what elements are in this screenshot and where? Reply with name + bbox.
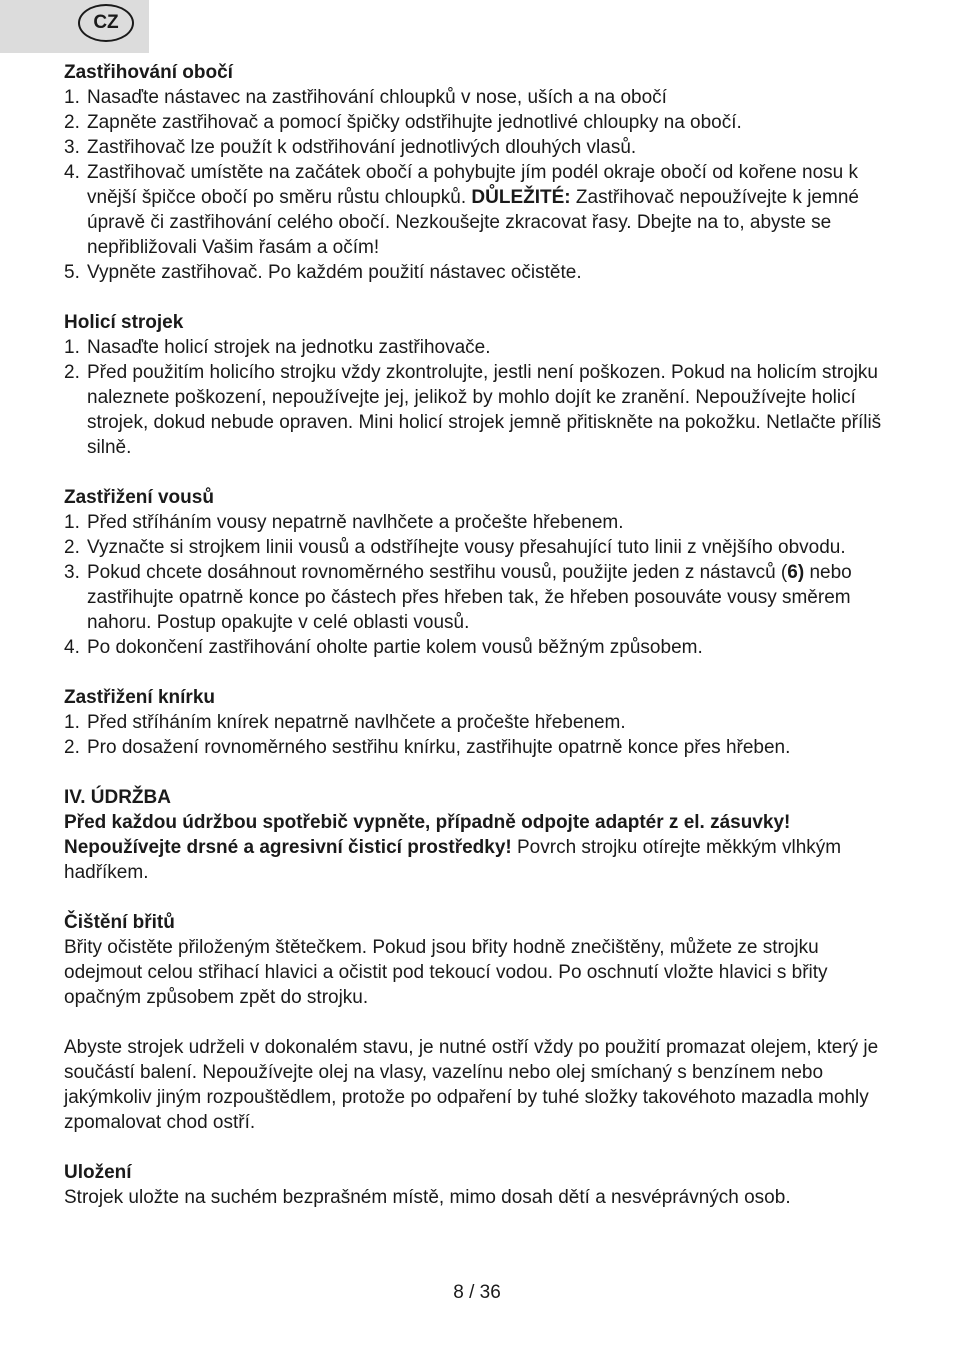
page-content bbox=[64, 60, 894, 1235]
step-number: 1. bbox=[64, 337, 80, 358]
paragraph-text: Povrch strojku otírejte měkkým vlhkým hadříkem. bbox=[64, 837, 842, 883]
section-heading: Čištění břitů bbox=[64, 912, 175, 933]
list-item bbox=[64, 135, 894, 160]
step-number: 1. bbox=[64, 512, 80, 533]
maintenance-paragraph bbox=[64, 835, 894, 885]
list-item bbox=[64, 710, 894, 735]
paragraph-text: Břity očistěte přiloženým štětečkem. Pokud jsou břity hodně znečištěny, můžete ze strojku odejmout celou střihací hlavici a očistit pod tekoucí vodou. Po oschnutí vložte hlavici s břity opačným způsobem zpět do strojku. bbox=[64, 937, 828, 1008]
step-text: Pokud chcete dosáhnout rovnoměrného sestřihu vousů, použijte jeden z nástavců ( bbox=[87, 562, 788, 583]
step-number: 1. bbox=[64, 712, 80, 733]
section-mustache-trimming bbox=[64, 685, 894, 760]
maintenance-warning bbox=[64, 810, 894, 835]
step-list bbox=[64, 335, 894, 460]
section-heading: Zastřižení vousů bbox=[64, 487, 214, 508]
step-text: nebo zastřihujte opatrně konce po částech přes hřeben tak, že hřeben posouváte vousy směrem nahoru. Postup opakujte v celé oblasti vousů. bbox=[87, 562, 852, 633]
step-text: Zastřihovač nepoužívejte k jemné úpravě či zastřihování celého obočí. Nezkoušejte zkracovat řasy. Dbejte na to, abyste se nepřibližovali Vašim řasám a očím! bbox=[87, 187, 859, 258]
section-blade-cleaning bbox=[64, 910, 894, 1010]
section-shaver bbox=[64, 310, 894, 460]
step-number: 2. bbox=[64, 737, 80, 758]
section-heading: Uložení bbox=[64, 1162, 132, 1183]
section-heading: Holicí strojek bbox=[64, 312, 184, 333]
step-text: Pro dosažení rovnoměrného sestřihu knírku, zastřihujte opatrně konce přes hřeben. bbox=[87, 737, 791, 758]
language-tab bbox=[0, 0, 149, 53]
paragraph-text: Abyste strojek udrželi v dokonalém stavu, je nutné ostří vždy po použití promazat olejem, který je součástí balení. Nepoužívejte olej na vlasy, vazelínu nebo olej smíchaný s benzínem nebo jakýmkoliv jiným rozpouštědlem, protože po odpaření by tuhé složky takovéhoto mazadla mohly zpomalovat chod ostří. bbox=[64, 1037, 879, 1133]
list-item bbox=[64, 360, 894, 460]
section-heading: Zastřihování obočí bbox=[64, 62, 233, 83]
step-text: Po dokončení zastřihování oholte partie kolem vousů běžným způsobem. bbox=[87, 637, 703, 658]
step-text: Nasaďte holicí strojek na jednotku zastřihovače. bbox=[87, 337, 491, 358]
step-number: 1. bbox=[64, 87, 80, 108]
warning-text: Před každou údržbou spotřebič vypněte, případně odpojte adaptér z el. zásuvky! bbox=[64, 812, 791, 833]
section-heading: IV. ÚDRŽBA bbox=[64, 787, 171, 808]
section-eyebrow-trimming bbox=[64, 60, 894, 285]
list-item bbox=[64, 85, 894, 110]
important-label: DŮLEŽITÉ: bbox=[471, 187, 571, 208]
list-item bbox=[64, 735, 894, 760]
step-text: Zapněte zastřihovač a pomocí špičky odstřihujte jednotlivé chloupky na obočí. bbox=[87, 112, 742, 133]
list-item bbox=[64, 535, 894, 560]
list-item bbox=[64, 260, 894, 285]
step-text: Zastřihovač umístěte na začátek obočí a pohybujte jím podél okraje obočí od kořene nosu k vnější špičce obočí po směru růstu chloupků. bbox=[87, 162, 859, 208]
step-number: 3. bbox=[64, 562, 80, 583]
step-text: Před stříháním vousy nepatrně navlhčete a pročešte hřebenem. bbox=[87, 512, 624, 533]
list-item bbox=[64, 110, 894, 135]
page-number: 8 / 36 bbox=[453, 1282, 501, 1303]
step-number: 4. bbox=[64, 162, 80, 183]
list-item bbox=[64, 335, 894, 360]
list-item bbox=[64, 560, 894, 635]
step-number: 4. bbox=[64, 637, 80, 658]
list-item bbox=[64, 160, 894, 260]
step-text: Zastřihovač lze použít k odstřihování jednotlivých dlouhých vlasů. bbox=[87, 137, 637, 158]
paragraph-text: Strojek uložte na suchém bezprašném místě, mimo dosah dětí a nesvéprávných osob. bbox=[64, 1187, 791, 1208]
section-maintenance bbox=[64, 785, 894, 885]
section-beard-trimming bbox=[64, 485, 894, 660]
step-text: Vyznačte si strojkem linii vousů a odstříhejte vousy přesahující tuto linii z vnějšího obvodu. bbox=[87, 537, 846, 558]
list-item bbox=[64, 510, 894, 535]
section-heading: Zastřižení knírku bbox=[64, 687, 215, 708]
step-number: 2. bbox=[64, 112, 80, 133]
step-list bbox=[64, 510, 894, 660]
attachment-reference: 6) bbox=[787, 562, 805, 583]
step-list bbox=[64, 85, 894, 285]
section-storage bbox=[64, 1160, 894, 1210]
warning-text: Nepoužívejte drsné a agresivní čisticí prostředky! bbox=[64, 837, 512, 858]
language-badge: CZ bbox=[78, 4, 134, 42]
step-number: 2. bbox=[64, 362, 80, 383]
step-list bbox=[64, 710, 894, 760]
step-text: Vypněte zastřihovač. Po každém použití nástavec očistěte. bbox=[87, 262, 582, 283]
step-number: 3. bbox=[64, 137, 80, 158]
step-text: Nasaďte nástavec na zastřihování chloupků v nose, uších a na obočí bbox=[87, 87, 667, 108]
list-item bbox=[64, 635, 894, 660]
step-text: Před stříháním knírek nepatrně navlhčete a pročešte hřebenem. bbox=[87, 712, 626, 733]
step-number: 2. bbox=[64, 537, 80, 558]
step-text: Před použitím holicího strojku vždy zkontrolujte, jestli není poškozen. Pokud na holicím strojku naleznete poškození, nepoužívejte jej, jelikož by mohlo dojít ke zranění. Nepoužívejte holicí strojek, dokud nebude opraven. Mini holicí strojek jemně přitiskněte na pokožku. Netlačte příliš silně. bbox=[87, 362, 882, 458]
step-number: 5. bbox=[64, 262, 80, 283]
section-oiling bbox=[64, 1035, 894, 1135]
